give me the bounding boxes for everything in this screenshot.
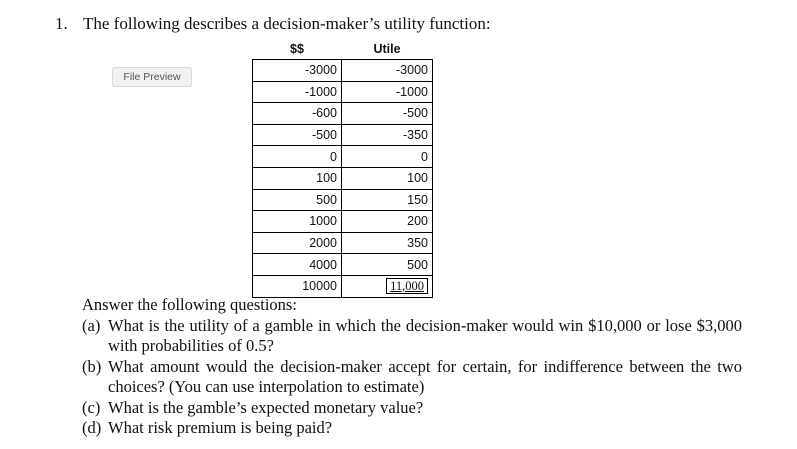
problem-title — [55, 13, 491, 35]
dollar-cell: 100 — [253, 167, 342, 189]
dollar-cell: 4000 — [253, 254, 342, 276]
question-text: What is the gamble’s expected monetary value? — [108, 397, 424, 417]
dollar-cell: 2000 — [253, 232, 342, 254]
table-row — [253, 254, 433, 276]
question-text: What risk premium is being paid? — [108, 418, 333, 437]
table-row — [253, 124, 433, 146]
question-label: (b) — [82, 356, 102, 376]
table-row — [253, 81, 433, 103]
table-row — [253, 275, 433, 297]
dollar-cell: 500 — [253, 189, 342, 211]
table-row — [253, 103, 433, 125]
problem-number: 1. — [55, 14, 68, 33]
utile-cell-last — [342, 275, 433, 297]
dollar-cell: 1000 — [253, 211, 342, 233]
question-c — [82, 398, 742, 419]
question-b — [82, 357, 742, 398]
question-label: (a) — [82, 315, 101, 335]
utile-cell: 0 — [342, 146, 433, 168]
problem-title-text: The following describes a decision-maker’s utility function: — [83, 14, 491, 33]
utile-boxed-value: 11,000 — [386, 278, 428, 294]
dollar-cell: -600 — [253, 103, 342, 125]
utile-cell: 500 — [342, 254, 433, 276]
utile-cell: -350 — [342, 124, 433, 146]
question-label: (d) — [82, 418, 102, 437]
column-header-dollars: $$ — [290, 42, 304, 56]
utility-table — [252, 39, 433, 298]
utile-cell: 100 — [342, 167, 433, 189]
utile-cell: 150 — [342, 189, 433, 211]
table-row — [253, 232, 433, 254]
dollar-cell: -500 — [253, 124, 342, 146]
dollar-cell: -3000 — [253, 60, 342, 82]
column-header-utile: Utile — [373, 42, 401, 56]
dollar-cell: 10000 — [253, 275, 342, 297]
question-label: (c) — [82, 397, 101, 417]
table-row — [253, 60, 433, 82]
questions-intro: Answer the following questions: — [82, 295, 297, 314]
dollar-cell: -1000 — [253, 81, 342, 103]
table-row — [253, 189, 433, 211]
table-row — [253, 146, 433, 168]
dollar-cell: 0 — [253, 146, 342, 168]
utile-cell: -3000 — [342, 60, 433, 82]
utile-cell: 350 — [342, 232, 433, 254]
table-row — [253, 167, 433, 189]
question-text: What is the utility of a gamble in which the decision-maker would win $10,000 or lose $3,000 with probabilities of 0.5? — [108, 315, 742, 355]
question-d — [82, 418, 742, 439]
table-row — [253, 211, 433, 233]
questions-section — [82, 295, 742, 439]
question-text: What amount would the decision-maker accept for certain, for indifference between the two choices? (You can use interpolation to estimate) — [108, 356, 742, 396]
utile-cell: 200 — [342, 211, 433, 233]
question-a — [82, 316, 742, 357]
utile-cell: -500 — [342, 103, 433, 125]
utile-cell: -1000 — [342, 81, 433, 103]
file-preview-button[interactable]: File Preview — [112, 67, 192, 87]
